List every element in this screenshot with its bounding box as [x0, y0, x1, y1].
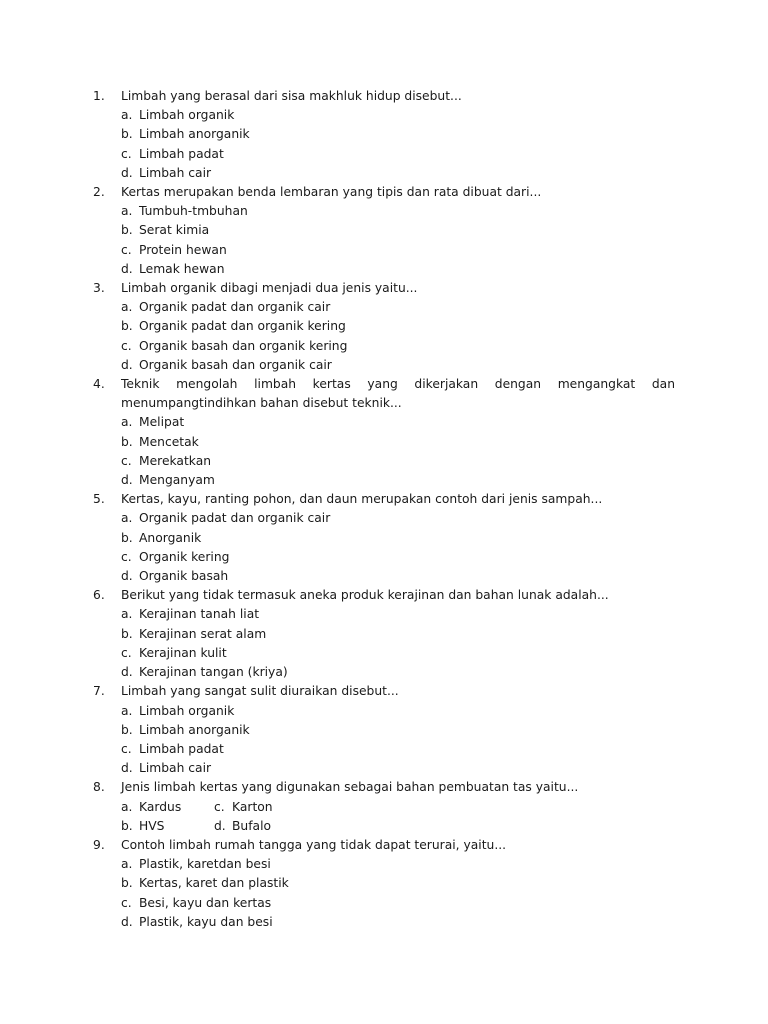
- option-c: [121, 337, 675, 356]
- option-a: [121, 855, 675, 874]
- question-9: [93, 836, 675, 932]
- option-a: [121, 106, 675, 125]
- question-2: [93, 183, 675, 279]
- option-text: Plastik, kayu dan besi: [139, 914, 273, 929]
- question-stem: [93, 682, 675, 701]
- option-list: [93, 202, 675, 279]
- option-text: Organik padat dan organik cair: [139, 300, 331, 315]
- option-label: a.: [121, 703, 133, 718]
- question-stem: [93, 586, 675, 605]
- option-text: Serat kimia: [139, 223, 210, 238]
- option-text: Organik basah dan organik kering: [139, 338, 348, 353]
- question-1: [93, 87, 675, 183]
- option-label: d.: [214, 818, 226, 833]
- option-label: d.: [121, 665, 133, 680]
- option-text: Organik basah: [139, 569, 229, 584]
- option-label: b.: [121, 434, 133, 449]
- question-stem: [93, 836, 675, 855]
- option-label: b.: [121, 876, 133, 891]
- option-label: a.: [121, 857, 133, 872]
- question-stem: [93, 279, 675, 298]
- option-text: Kerajinan tangan (kriya): [139, 665, 288, 680]
- question-number: 6.: [93, 588, 105, 603]
- option-text: Tumbuh-tmbuhan: [139, 204, 248, 219]
- option-text: Karton: [232, 799, 273, 814]
- option-list: [93, 509, 675, 586]
- question-list: [93, 87, 675, 932]
- option-list: [93, 298, 675, 375]
- option-label: d.: [121, 357, 133, 372]
- option-text: Limbah padat: [139, 741, 224, 756]
- option-c: [121, 894, 675, 913]
- option-text: Limbah organik: [139, 703, 235, 718]
- option-b: [121, 817, 214, 836]
- option-a: [121, 413, 675, 432]
- option-label: c.: [214, 799, 225, 814]
- option-label: b.: [121, 223, 133, 238]
- option-label: b.: [121, 722, 133, 737]
- option-text: Kardus: [139, 799, 182, 814]
- question-number: 2.: [93, 185, 105, 200]
- option-text: Plastik, karetdan besi: [139, 857, 271, 872]
- option-a: [121, 702, 675, 721]
- option-label: c.: [121, 338, 132, 353]
- option-text: Anorganik: [139, 530, 202, 545]
- option-c: [121, 644, 675, 663]
- option-label: b.: [121, 127, 133, 142]
- option-text: Organik padat dan organik kering: [139, 319, 346, 334]
- question-text: Berikut yang tidak termasuk aneka produk kerajinan dan bahan lunak adalah...: [121, 588, 609, 603]
- option-list: [93, 798, 675, 836]
- option-a: [121, 509, 675, 528]
- option-label: d.: [121, 165, 133, 180]
- option-b: [121, 125, 675, 144]
- question-number: 7.: [93, 684, 105, 699]
- option-text: Kerajinan tanah liat: [139, 607, 260, 622]
- option-text: Limbah cair: [139, 761, 212, 776]
- option-label: d.: [121, 914, 133, 929]
- option-b: [121, 529, 675, 548]
- option-list: [93, 413, 675, 490]
- option-text: Bufalo: [232, 818, 272, 833]
- option-label: c.: [121, 549, 132, 564]
- option-label: b.: [121, 626, 133, 641]
- option-label: d.: [121, 261, 133, 276]
- option-text: Organik padat dan organik cair: [139, 511, 331, 526]
- question-5: [93, 490, 675, 586]
- option-text: Organik basah dan organik cair: [139, 357, 332, 372]
- option-text: Limbah anorganik: [139, 722, 250, 737]
- option-list: [93, 106, 675, 183]
- option-label: d.: [121, 569, 133, 584]
- option-label: a.: [121, 108, 133, 123]
- option-c: [121, 452, 675, 471]
- option-row: [121, 798, 675, 817]
- option-text: Protein hewan: [139, 242, 227, 257]
- option-b: [121, 317, 675, 336]
- option-d: [121, 260, 675, 279]
- question-text: Jenis limbah kertas yang digunakan sebagai bahan pembuatan tas yaitu...: [121, 780, 579, 795]
- option-text: Besi, kayu dan kertas: [139, 895, 272, 910]
- option-label: d.: [121, 473, 133, 488]
- option-text: Lemak hewan: [139, 261, 225, 276]
- question-text: Limbah yang sangat sulit diuraikan disebut...: [121, 684, 399, 699]
- option-text: Menganyam: [139, 473, 215, 488]
- question-6: [93, 586, 675, 682]
- option-c: [121, 740, 675, 759]
- option-text: Limbah padat: [139, 146, 224, 161]
- option-a: [121, 798, 214, 817]
- option-text: Melipat: [139, 415, 185, 430]
- question-stem: [93, 183, 675, 202]
- option-label: b.: [121, 818, 133, 833]
- question-4: [93, 375, 675, 490]
- option-c: [214, 798, 273, 817]
- question-number: 1.: [93, 89, 105, 103]
- option-text: Limbah cair: [139, 165, 212, 180]
- question-3: [93, 279, 675, 375]
- option-label: c.: [121, 146, 132, 161]
- option-list: [93, 605, 675, 682]
- option-d: [121, 663, 675, 682]
- option-b: [121, 721, 675, 740]
- option-label: a.: [121, 415, 133, 430]
- option-text: Kerajinan serat alam: [139, 626, 267, 641]
- question-number: 3.: [93, 281, 105, 296]
- option-b: [121, 874, 675, 893]
- option-list: [93, 702, 675, 779]
- option-c: [121, 548, 675, 567]
- option-d: [121, 164, 675, 183]
- question-text: Limbah yang berasal dari sisa makhluk hidup disebut...: [121, 89, 462, 103]
- option-text: Limbah organik: [139, 108, 235, 123]
- question-text: Kertas, kayu, ranting pohon, dan daun merupakan contoh dari jenis sampah...: [121, 492, 603, 507]
- option-row: [121, 817, 675, 836]
- option-label: c.: [121, 895, 132, 910]
- option-label: a.: [121, 300, 133, 315]
- option-label: c.: [121, 645, 132, 660]
- option-label: d.: [121, 761, 133, 776]
- question-text: Limbah organik dibagi menjadi dua jenis yaitu...: [121, 281, 418, 296]
- option-d: [121, 356, 675, 375]
- option-text: Kertas, karet dan plastik: [139, 876, 289, 891]
- option-d: [214, 817, 271, 836]
- question-stem: [93, 87, 675, 106]
- option-text: Merekatkan: [139, 453, 212, 468]
- option-text: Mencetak: [139, 434, 199, 449]
- option-label: c.: [121, 242, 132, 257]
- option-label: b.: [121, 530, 133, 545]
- option-d: [121, 471, 675, 490]
- option-text: Kerajinan kulit: [139, 645, 227, 660]
- option-label: b.: [121, 319, 133, 334]
- question-number: 8.: [93, 780, 105, 795]
- question-stem: [93, 375, 675, 413]
- option-c: [121, 145, 675, 164]
- question-7: [93, 682, 675, 778]
- option-text: Organik kering: [139, 549, 230, 564]
- option-a: [121, 605, 675, 624]
- question-text: Teknik mengolah limbah kertas yang dikerjakan dengan mengangkat dan menumpangtindihkan bahan disebut teknik...: [121, 377, 675, 411]
- question-text: Contoh limbah rumah tangga yang tidak dapat terurai, yaitu...: [121, 837, 507, 852]
- option-label: a.: [121, 204, 133, 219]
- question-number: 9.: [93, 837, 105, 852]
- option-d: [121, 913, 675, 932]
- question-number: 5.: [93, 492, 105, 507]
- option-label: c.: [121, 741, 132, 756]
- option-label: a.: [121, 511, 133, 526]
- option-a: [121, 298, 675, 317]
- option-text: HVS: [139, 818, 165, 833]
- question-8: [93, 778, 675, 836]
- question-number: 4.: [93, 377, 105, 392]
- option-d: [121, 759, 675, 778]
- question-stem: [93, 778, 675, 797]
- option-a: [121, 202, 675, 221]
- option-c: [121, 241, 675, 260]
- option-b: [121, 625, 675, 644]
- option-list: [93, 855, 675, 932]
- option-b: [121, 433, 675, 452]
- question-stem: [93, 490, 675, 509]
- option-d: [121, 567, 675, 586]
- question-text: Kertas merupakan benda lembaran yang tipis dan rata dibuat dari...: [121, 185, 542, 200]
- option-b: [121, 221, 675, 240]
- option-label: a.: [121, 607, 133, 622]
- option-text: Limbah anorganik: [139, 127, 250, 142]
- option-label: a.: [121, 799, 133, 814]
- option-label: c.: [121, 453, 132, 468]
